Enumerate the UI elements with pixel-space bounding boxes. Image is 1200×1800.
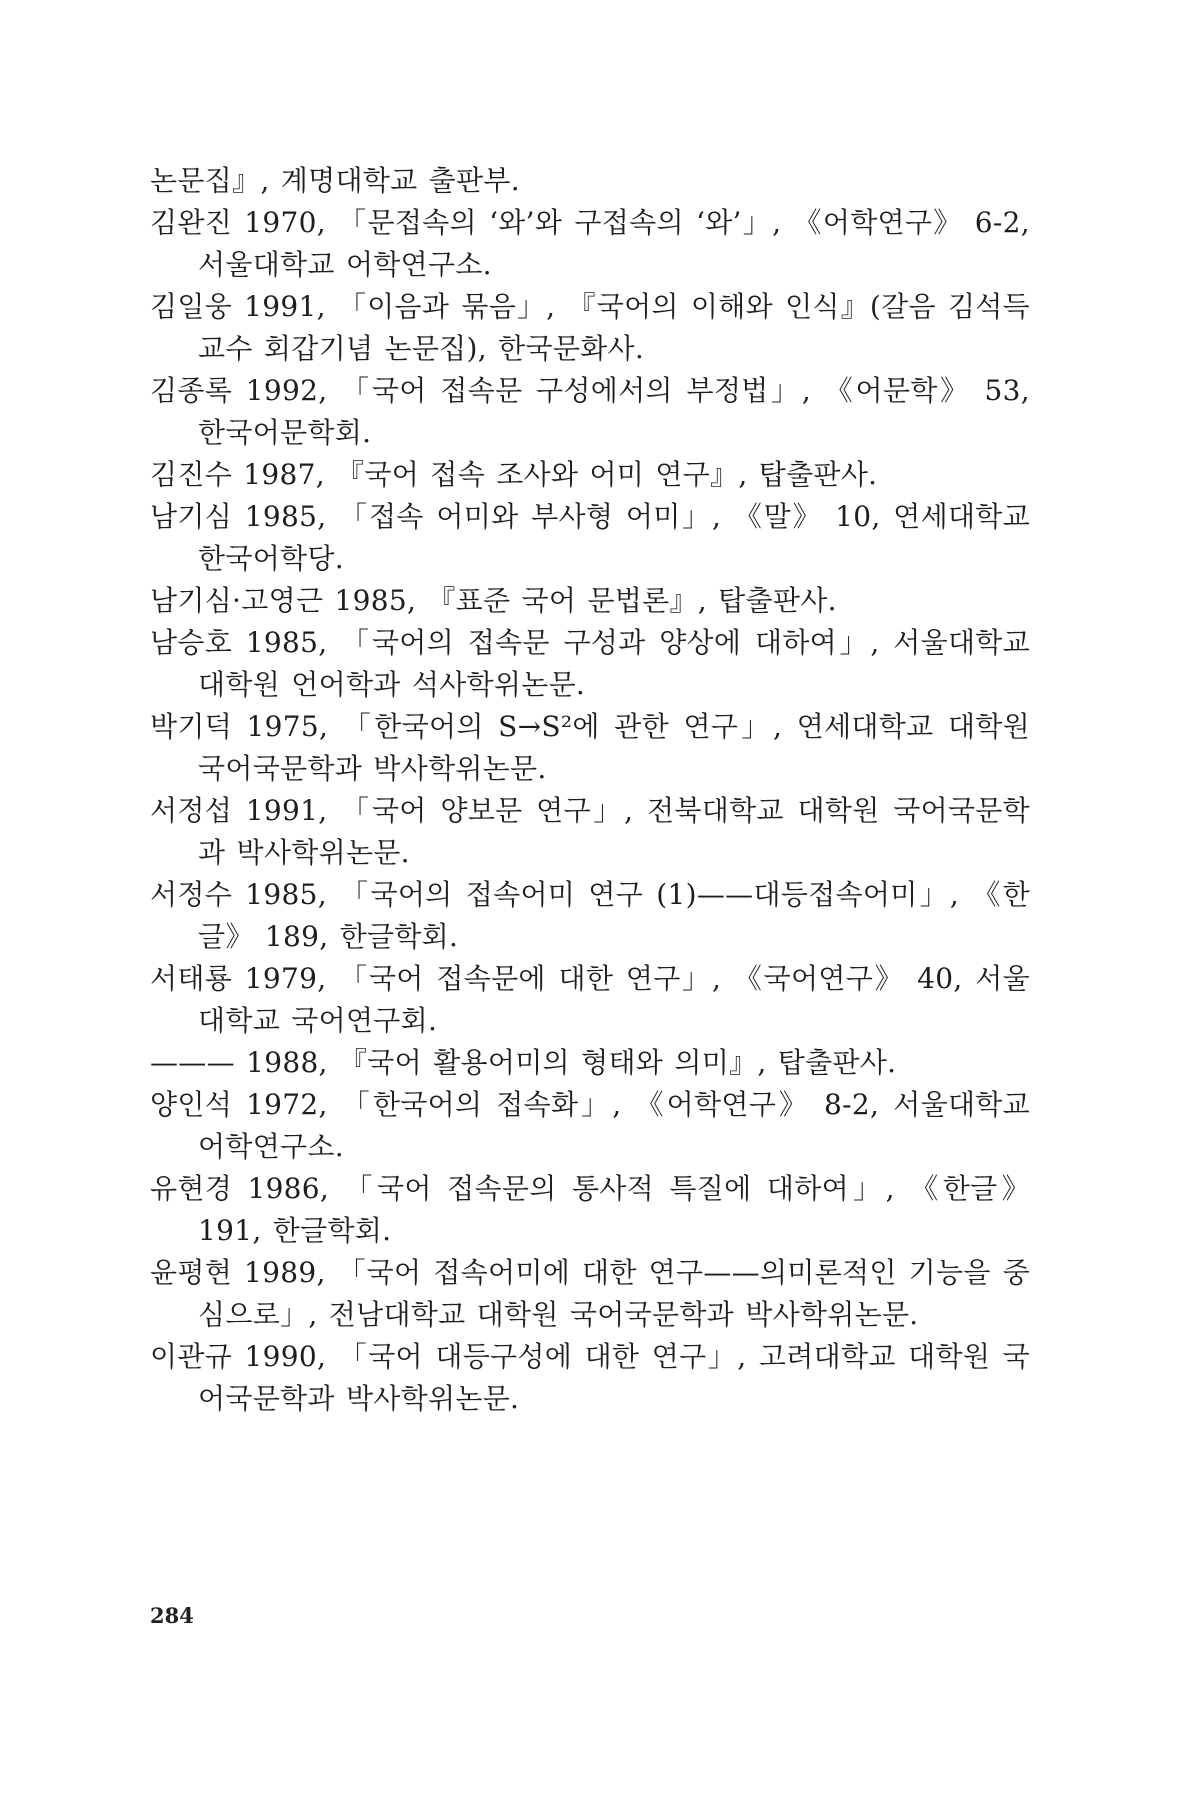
reference-entry: 서정섭 1991, 「국어 양보문 연구」, 전북대학교 대학원 국어국문학과 박사학위논문.	[150, 794, 1030, 869]
page-content	[150, 160, 1030, 1420]
reference-entry: 남기심·고영근 1985, 『표준 국어 문법론』, 탑출판사.	[150, 584, 837, 617]
reference-entry: ——— 1988, 『국어 활용어미의 형태와 의미』, 탑출판사.	[150, 1046, 897, 1079]
reference-entry: 김일웅 1991, 「이음과 묶음」, 『국어의 이해와 인식』(갈음 김석득교수 회갑기념 논문집), 한국문화사.	[150, 290, 1030, 365]
reference-entry: 논문집』, 계명대학교 출판부.	[150, 164, 520, 197]
reference-entry: 남기심 1985, 「접속 어미와 부사형 어미」, 《말》 10, 연세대학교 한국어학당.	[150, 500, 1030, 575]
reference-entry: 양인석 1972, 「한국어의 접속화」, 《어학연구》 8-2, 서울대학교 어학연구소.	[150, 1088, 1030, 1163]
reference-entry: 이관규 1990, 「국어 대등구성에 대한 연구」, 고려대학교 대학원 국어국문학과 박사학위논문.	[150, 1340, 1030, 1415]
reference-entry: 박기덕 1975, 「한국어의 S→S²에 관한 연구」, 연세대학교 대학원 국어국문학과 박사학위논문.	[150, 710, 1030, 785]
reference-list	[150, 160, 1030, 1420]
page-number: 284	[150, 1603, 194, 1628]
reference-entry: 서태룡 1979, 「국어 접속문에 대한 연구」, 《국어연구》 40, 서울대학교 국어연구회.	[150, 962, 1030, 1037]
reference-entry: 남승호 1985, 「국어의 접속문 구성과 양상에 대하여」, 서울대학교 대학원 언어학과 석사학위논문.	[150, 626, 1030, 701]
reference-entry: 유현경 1986, 「국어 접속문의 통사적 특질에 대하여」, 《한글》 191, 한글학회.	[150, 1172, 1030, 1247]
reference-entry: 김종록 1992, 「국어 접속문 구성에서의 부정법」, 《어문학》 53, 한국어문학회.	[150, 374, 1030, 449]
reference-entry: 김진수 1987, 『국어 접속 조사와 어미 연구』, 탑출판사.	[150, 458, 878, 491]
reference-entry: 윤평현 1989, 「국어 접속어미에 대한 연구——의미론적인 기능을 중심으로」, 전남대학교 대학원 국어국문학과 박사학위논문.	[150, 1256, 1030, 1331]
reference-entry: 김완진 1970, 「문접속의 ‘와’와 구접속의 ‘와’」, 《어학연구》 6-2, 서울대학교 어학연구소.	[150, 206, 1030, 281]
reference-entry: 서정수 1985, 「국어의 접속어미 연구 (1)——대등접속어미」, 《한글》 189, 한글학회.	[150, 878, 1030, 953]
